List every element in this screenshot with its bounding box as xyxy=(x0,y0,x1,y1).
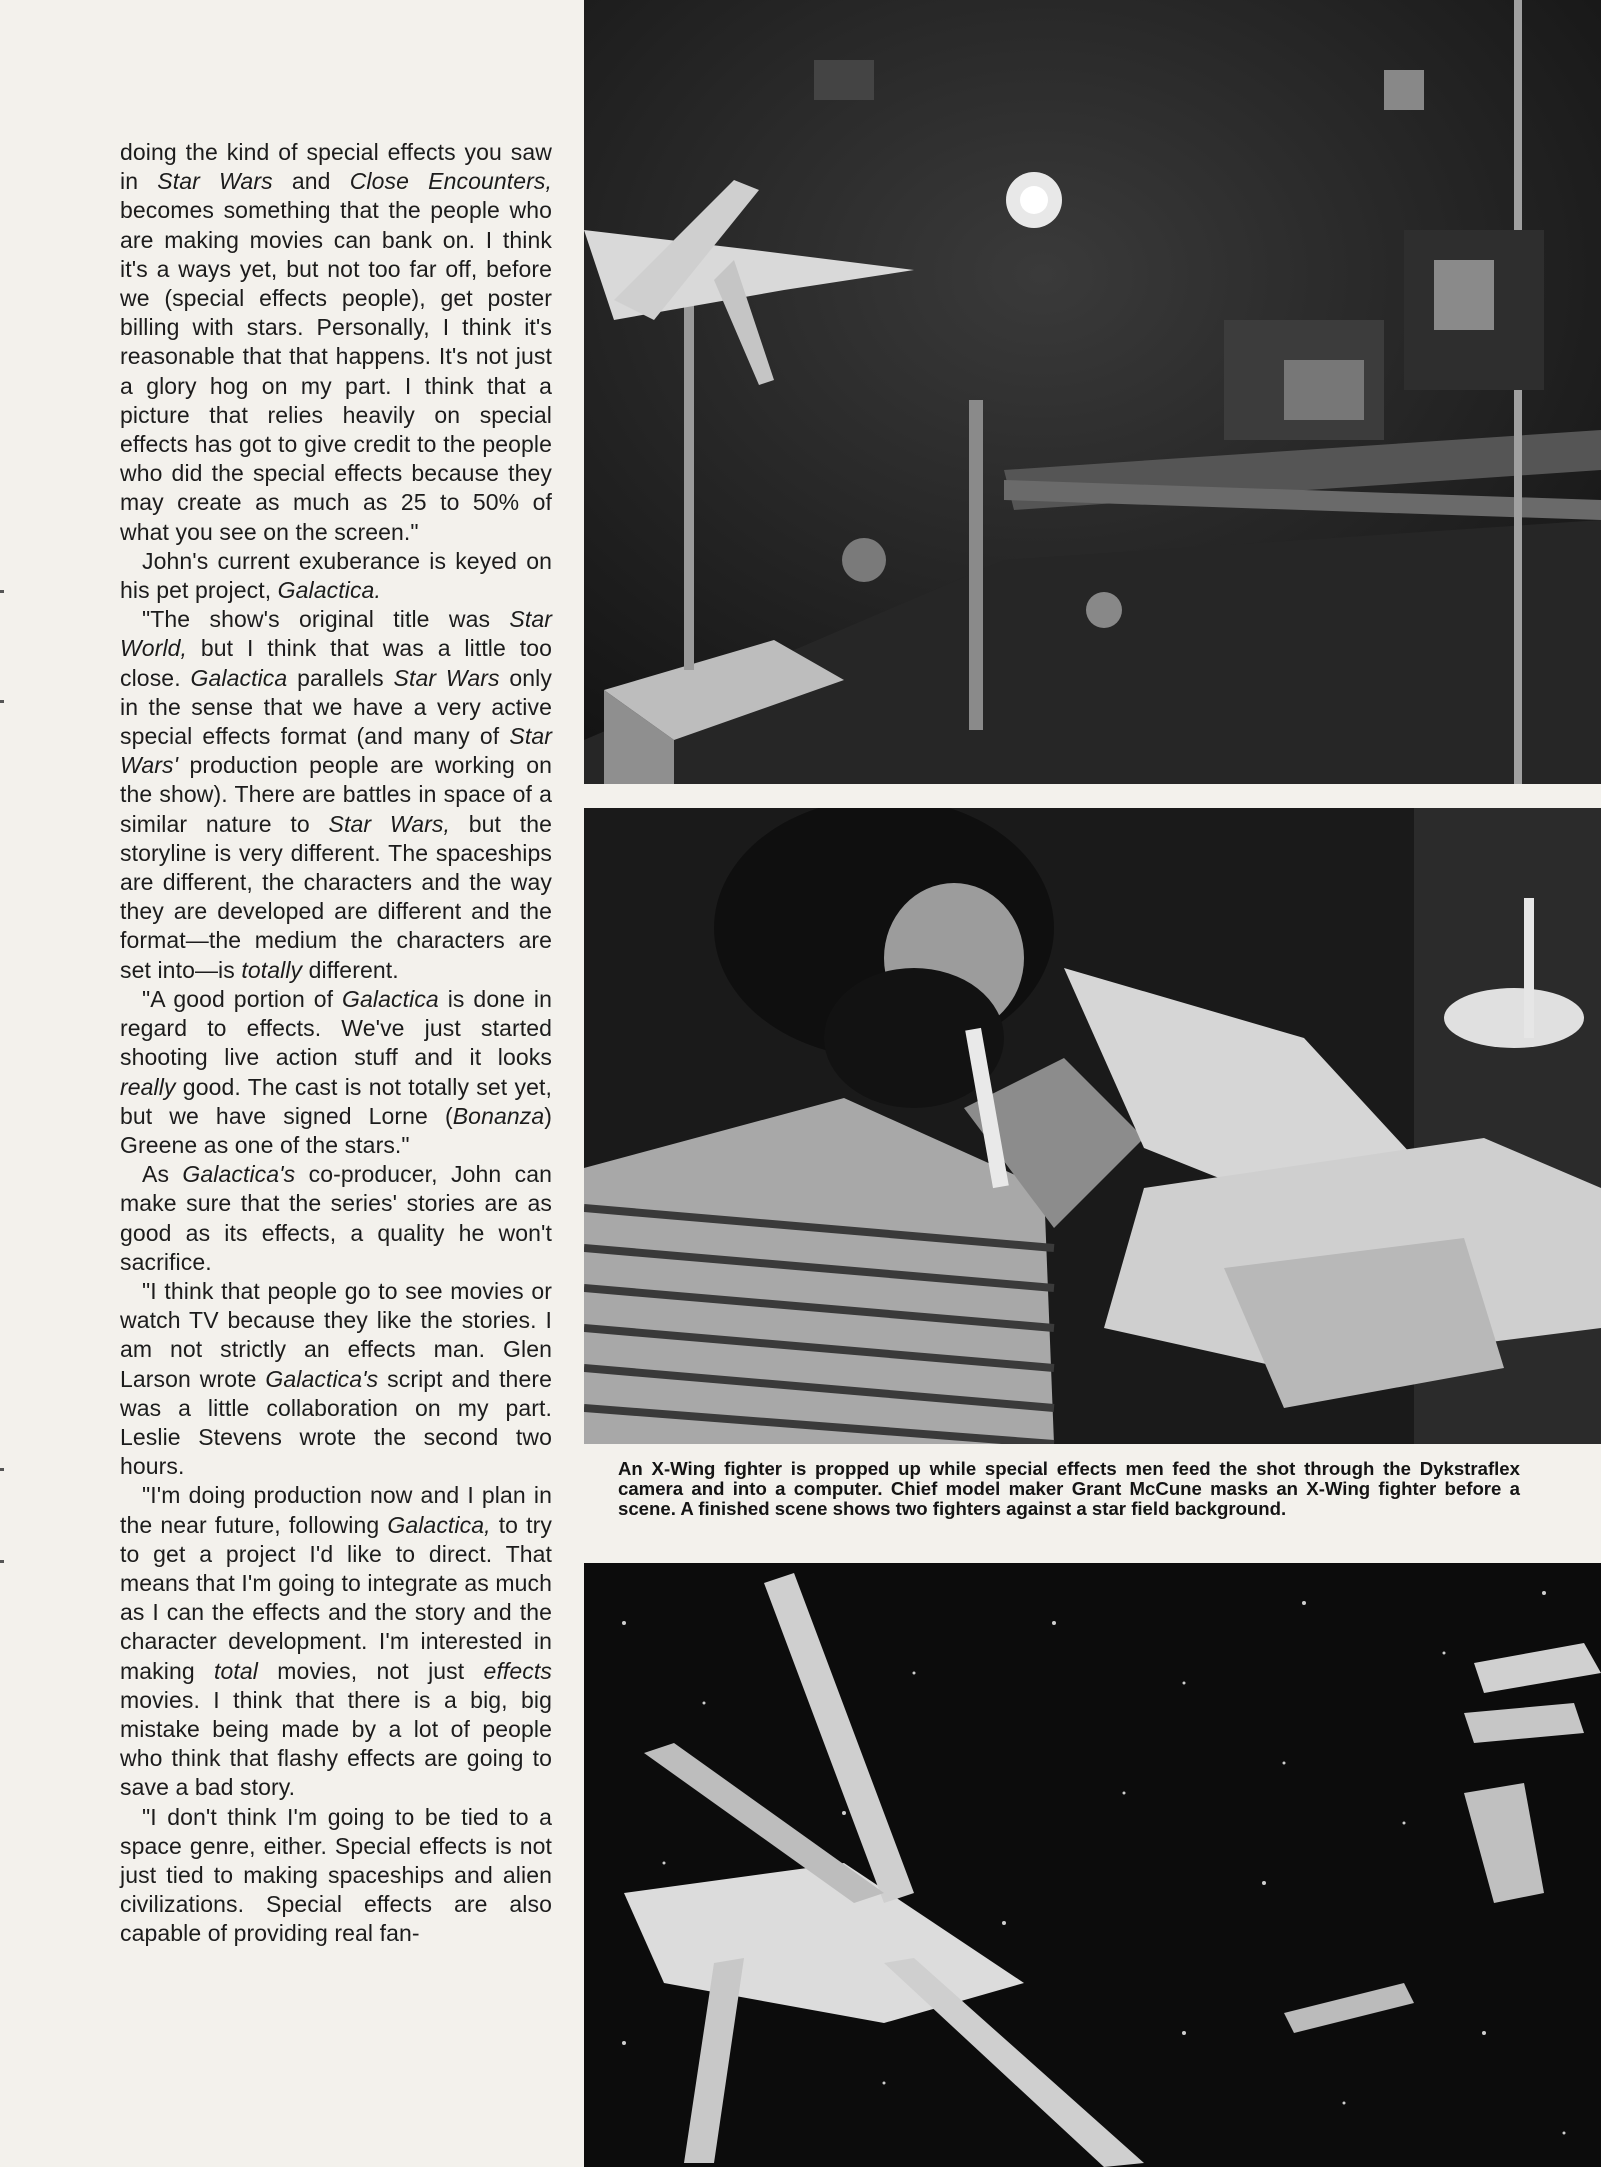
body-text: "I think that people go to see movies or watch TV because they like the stories. I am not strictly an effects man. Glen Larson wrote xyxy=(120,1277,552,1392)
article-paragraph xyxy=(120,985,552,1160)
article-paragraph xyxy=(120,605,552,985)
italic-text: really xyxy=(120,1073,176,1100)
italic-text: Bonanza xyxy=(452,1102,545,1129)
body-text: but I think that was a little too close. xyxy=(120,635,552,691)
body-text: good. The cast is not totally set yet, but we have signed Lorne ( xyxy=(120,1073,552,1129)
italic-text: Star Wars' xyxy=(120,723,552,779)
body-text: only in the sense that we have a very active special effects format (and many of xyxy=(120,664,552,750)
photo-caption: An X-Wing fighter is propped up while special effects men feed the shot through the Dykstraflex camera and into a computer. Chief model maker Grant McCune masks an X-Wing fighter before a scene. A finished scene shows two fighters against a star field background. xyxy=(618,1458,1520,1520)
body-text: movies, not just xyxy=(258,1657,484,1684)
body-text: "I'm doing production now and I plan in the near future, following xyxy=(120,1482,552,1538)
article-paragraph xyxy=(120,547,552,605)
body-text: As xyxy=(142,1161,183,1188)
edge-mark xyxy=(0,700,4,703)
body-text: "I don't think I'm going to be tied to a space genre, either. Special effects is not just tied to making spaceships and alien civilizations. Special effects are also capable of providing real fan- xyxy=(120,1803,552,1947)
italic-text: Galactica, xyxy=(387,1511,491,1538)
article-column xyxy=(120,138,552,1949)
body-text: parallels xyxy=(287,664,394,691)
article-paragraph xyxy=(120,1481,552,1802)
body-text: production people are working on the show). There are battles in space of a similar nature to xyxy=(120,752,552,837)
article-paragraph xyxy=(120,1803,552,1949)
italic-text: total xyxy=(214,1657,259,1684)
photo-xwing-camera-rig xyxy=(584,0,1601,784)
italic-text: Star Wars xyxy=(157,168,273,195)
photo-fighters-star-field xyxy=(584,1563,1601,2167)
italic-text: Star Wars xyxy=(393,664,500,691)
edge-mark xyxy=(0,590,4,593)
body-text: John's current exuberance is keyed on his pet project, xyxy=(120,547,552,604)
italic-text: Star World, xyxy=(120,606,552,662)
edge-mark xyxy=(0,1468,4,1471)
body-text: is done in regard to effects. We've just started shooting live action stuff and it looks xyxy=(120,985,552,1071)
body-text: movies. I think that there is a big, big mistake being made by a lot of people who think that flashy effects are going to save a bad story. xyxy=(120,1686,552,1801)
body-text: "The show's original title was xyxy=(142,606,510,633)
italic-text: Galactica. xyxy=(277,577,381,604)
body-text: different. xyxy=(302,956,399,983)
italic-text: Galactica xyxy=(190,664,288,691)
article-paragraph xyxy=(120,1160,552,1277)
body-text: "A good portion of xyxy=(142,985,343,1012)
body-text: but the storyline is very different. The spaceships are different, the characters and the way they are developed are different and the format—the medium the characters are set into—is xyxy=(120,810,552,983)
italic-text: Star Wars, xyxy=(328,810,450,837)
italic-text: effects xyxy=(483,1657,553,1684)
edge-mark xyxy=(0,1560,4,1563)
body-text: and xyxy=(272,168,350,195)
body-text: becomes something that the people who are making movies can bank on. I think it's a ways yet, but not too far off, before we (special effects people), get poster billing with stars. Personally, I think it's reasonable that that happens. It's not just a glory hog on my part. I think that a picture that relies heavily on special effects has got to give credit to the people who did the special effects because they may create as much as 25 to 50% of what you see on the screen." xyxy=(120,197,552,545)
article-paragraph xyxy=(120,138,552,547)
photo-model-maker-masking xyxy=(584,808,1601,1444)
body-text: to try to get a project I'd like to direct. That means that I'm going to integrate as much as I can the effects and the story and the character development. I'm interested in making xyxy=(120,1511,553,1684)
body-text: ) Greene as one of the stars." xyxy=(120,1102,552,1158)
italic-text: Galactica xyxy=(342,985,439,1012)
italic-text: Galactica's xyxy=(182,1161,296,1188)
italic-text: totally xyxy=(241,956,303,983)
article-paragraph xyxy=(120,1277,552,1481)
body-text: doing the kind of special effects you saw in xyxy=(120,139,552,195)
body-text: co-producer, John can make sure that the series' stories are as good as its effects, a quality he won't sacrifice. xyxy=(120,1161,552,1275)
body-text: script and there was a little collaboration on my part. Leslie Stevens wrote the second two hours. xyxy=(120,1365,552,1480)
italic-text: Close Encounters, xyxy=(349,168,553,195)
italic-text: Galactica's xyxy=(265,1365,379,1392)
